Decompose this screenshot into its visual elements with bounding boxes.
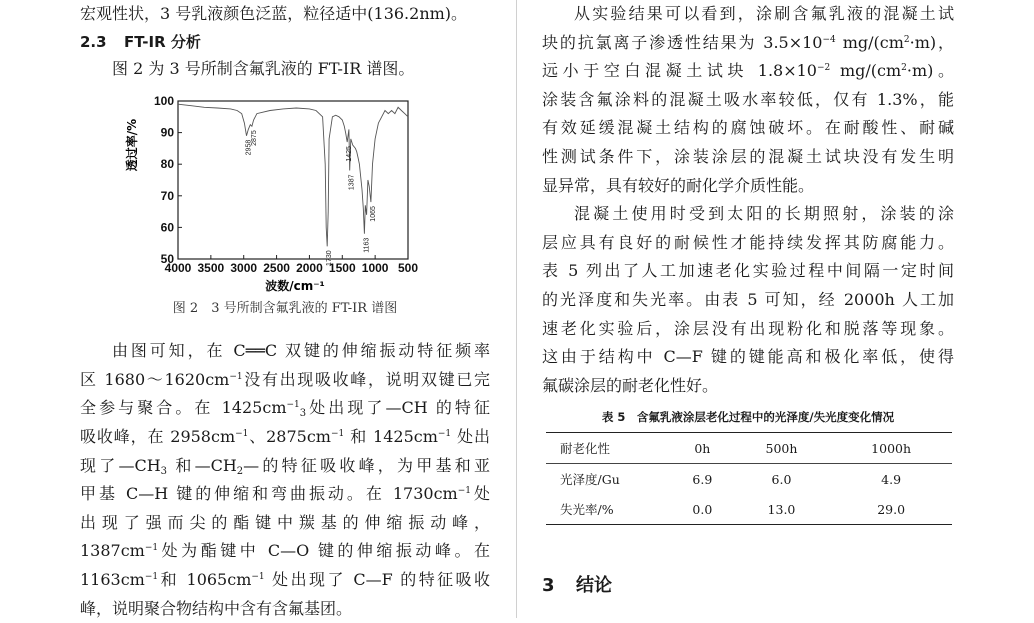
text-run: 吸收峰，在 2958cm (80, 426, 236, 446)
text-line: 层应具有良好的耐候性才能持续发挥其防腐能力。 (542, 232, 954, 252)
supscript: −1 (251, 571, 265, 582)
table-cell: 6.0 (771, 471, 792, 487)
text-run: mg/(cm (830, 61, 902, 81)
table-cell: 4.9 (881, 471, 902, 487)
table-cell: 6.9 (692, 471, 713, 487)
supscript: −1 (330, 428, 345, 439)
supscript: −1 (286, 400, 300, 411)
text-run: 出现了强而尖的酯键中羰基的伸缩振动峰， (80, 512, 490, 532)
text-run: 现了—CH (80, 455, 161, 475)
x-tick-label: 2500 (263, 261, 290, 276)
y-axis-label: 透过率/% (125, 118, 139, 172)
text-run: 处出现了 C—F 的特征吸收 (264, 569, 490, 589)
y-tick-label: 90 (160, 125, 174, 140)
table-cell: 光泽度/Gu (560, 472, 620, 488)
table-row (546, 464, 952, 495)
text-run: 和 1425cm (344, 426, 438, 446)
text-line: 表 5 列出了人工加速老化实验过程中间隔一定时间 (542, 261, 954, 281)
text-run: 远小于空白混凝土试块 1.8×10 (542, 61, 817, 81)
text-line (542, 57, 954, 86)
y-tick-label: 60 (160, 220, 174, 235)
peak-label: 2958 (245, 139, 253, 156)
text-run: 峰，说明聚合物结构中含有含氟基团。 (80, 598, 353, 618)
text-run: 甲基 C—H 键的伸缩和弯曲振动。在 1730cm (80, 484, 458, 504)
text-run: 涂装含氟涂料的混凝土吸水率较低，仅有 1.3%，能 (542, 89, 954, 109)
text-run: 处出现了—CH (306, 398, 428, 418)
text-run: 区 1680～1620cm (80, 369, 230, 389)
text-run: 、2875cm (248, 426, 331, 446)
x-axis-label: 波数/cm⁻¹ (265, 279, 325, 294)
paragraph-weathering (542, 200, 954, 400)
paragraph-ftir-analysis (80, 337, 490, 623)
table-header-row (546, 433, 952, 464)
text-run: 有效延缓混凝土结构的腐蚀破坏。在耐酸性、耐碱 (542, 118, 954, 138)
supscript: −1 (457, 486, 472, 497)
peak-label: 2875 (250, 130, 258, 147)
ftir-chart (80, 83, 490, 293)
subscript: 2 (236, 465, 244, 477)
subscript: 3 (299, 408, 307, 420)
text-run: 显异常，具有较好的耐化学介质性能。 (542, 175, 815, 195)
supscript: −1 (235, 428, 249, 439)
text-line (80, 452, 490, 481)
text-line: 氟碳涂层的耐老化性好。 (542, 375, 719, 395)
table-row (546, 494, 952, 525)
supscript: −1 (229, 371, 243, 382)
text-line: 这由于结构中 C—F 键的键能高和极化率低，使得 (542, 347, 954, 367)
y-tick-label: 80 (160, 157, 174, 172)
peak-label: 1425 (346, 146, 354, 162)
supscript: −1 (437, 428, 452, 439)
text-line (542, 114, 954, 143)
text-line (80, 595, 490, 623)
y-tick-label: 70 (160, 188, 174, 203)
text-run: mg/(cm (835, 32, 904, 52)
section-heading-2-3 (80, 29, 490, 55)
text-line: 速老化实验后，涂层没有出现粉化和脱落等现象。 (542, 318, 954, 338)
right-column (542, 0, 954, 597)
subscript: 3 (160, 465, 168, 477)
text-run: 块的抗氯离子渗透性结果为 3.5×10 (542, 32, 823, 52)
table-cell: 0.0 (692, 501, 713, 517)
text-run: 1387cm (80, 541, 145, 561)
table-header-cell: 耐老化性 (560, 441, 611, 457)
supscript: −1 (144, 543, 159, 554)
x-tick-label: 4000 (164, 261, 192, 276)
table-cell: 29.0 (877, 501, 906, 517)
y-tick-label: 100 (153, 94, 174, 109)
text-line (542, 86, 954, 115)
text-line (80, 366, 490, 395)
plot-frame (178, 101, 408, 259)
supscript: 2 (903, 34, 910, 45)
text-run: 和 1065cm (158, 569, 252, 589)
table-header-cell: 1000h (871, 440, 912, 456)
text-line: 混凝土使用时受到太阳的长期照射，涂装的涂 (574, 204, 954, 224)
section-title: 结论 (576, 575, 612, 597)
ftir-figure (80, 83, 490, 293)
x-tick-label: 1500 (328, 261, 356, 276)
section-number: 2.3 (80, 32, 107, 51)
table-cell: 13.0 (767, 501, 796, 517)
text-run: —的特征吸收峰，为甲基和亚 (243, 455, 490, 475)
x-tick-label: 500 (397, 261, 419, 276)
intro-line: 宏观性状，3 号乳液颜色泛蓝，粒径适中(136.2nm)。 (80, 4, 468, 23)
figure-intro-line: 图 2 为 3 号所制含氟乳液的 FT-IR 谱图。 (112, 58, 415, 78)
text-run: 从实验结果可以看到，涂刷含氟乳液的混凝土试 (574, 4, 954, 23)
text-line (80, 537, 490, 566)
text-line (542, 0, 954, 29)
y-tick-label: 50 (160, 252, 174, 267)
text-line (80, 423, 490, 452)
text-run: ·m)。 (906, 61, 954, 81)
text-line: 的光泽度和失光率。由表 5 可知，经 2000h 人工加 (542, 289, 954, 309)
text-run: 和—CH (167, 455, 237, 475)
peak-label: 1387 (348, 174, 356, 191)
section-number: 3 (542, 575, 555, 597)
table-header-cell: 500h (765, 440, 798, 456)
x-tick-label: 3000 (230, 261, 258, 276)
x-tick-label: 1000 (361, 261, 389, 276)
supscript: −4 (822, 34, 836, 45)
paragraph-chloride-results (542, 0, 954, 200)
text-run: 性测试条件下，涂装涂层的混凝土试块没有发生明 (542, 146, 954, 166)
text-run: 1163cm (80, 569, 145, 589)
text-line (542, 172, 954, 201)
column-divider (516, 0, 517, 618)
text-run: 处出 (451, 426, 490, 446)
x-tick-label: 3500 (197, 261, 225, 276)
text-line (80, 337, 490, 366)
text-run: 全参与聚合。在 1425cm (80, 398, 287, 418)
text-run: 由图可知，在 C══C 双键的伸缩振动特征频率 (112, 341, 490, 361)
text-run: 没有出现吸收峰，说明双键已完 (242, 369, 490, 389)
text-line (80, 509, 490, 538)
text-line (80, 566, 490, 595)
table-cell: 失光率/% (560, 502, 614, 518)
left-column (80, 0, 490, 623)
ftir-spectrum-line (178, 104, 408, 246)
supscript: −1 (144, 571, 159, 582)
supscript: 2 (901, 63, 907, 74)
section-title: FT-IR 分析 (124, 32, 201, 51)
peak-label: 1163 (363, 237, 371, 253)
text-run: 处为酯键中 C—O 键的伸缩振动峰。在 (158, 541, 490, 561)
text-run: 的特征 (427, 398, 490, 418)
text-line (80, 480, 490, 509)
x-tick-label: 2000 (296, 261, 323, 276)
table-caption: 表 5 含氟乳液涂层老化过程中的光泽度/失光度变化情况 (601, 410, 895, 425)
text-run: ·m)， (909, 32, 954, 52)
figure-caption: 图 2 3 号所制含氟乳液的 FT-IR 谱图 (172, 301, 398, 317)
supscript: −2 (816, 63, 831, 74)
section-heading-3 (542, 571, 954, 597)
text-line (542, 143, 954, 172)
text-run: 处 (471, 484, 490, 504)
peak-label: 1730 (326, 250, 334, 267)
aging-table (546, 432, 952, 525)
table-header-cell: 0h (694, 440, 711, 456)
text-line (80, 394, 490, 423)
text-line (542, 29, 954, 58)
peak-label: 1065 (369, 206, 377, 222)
